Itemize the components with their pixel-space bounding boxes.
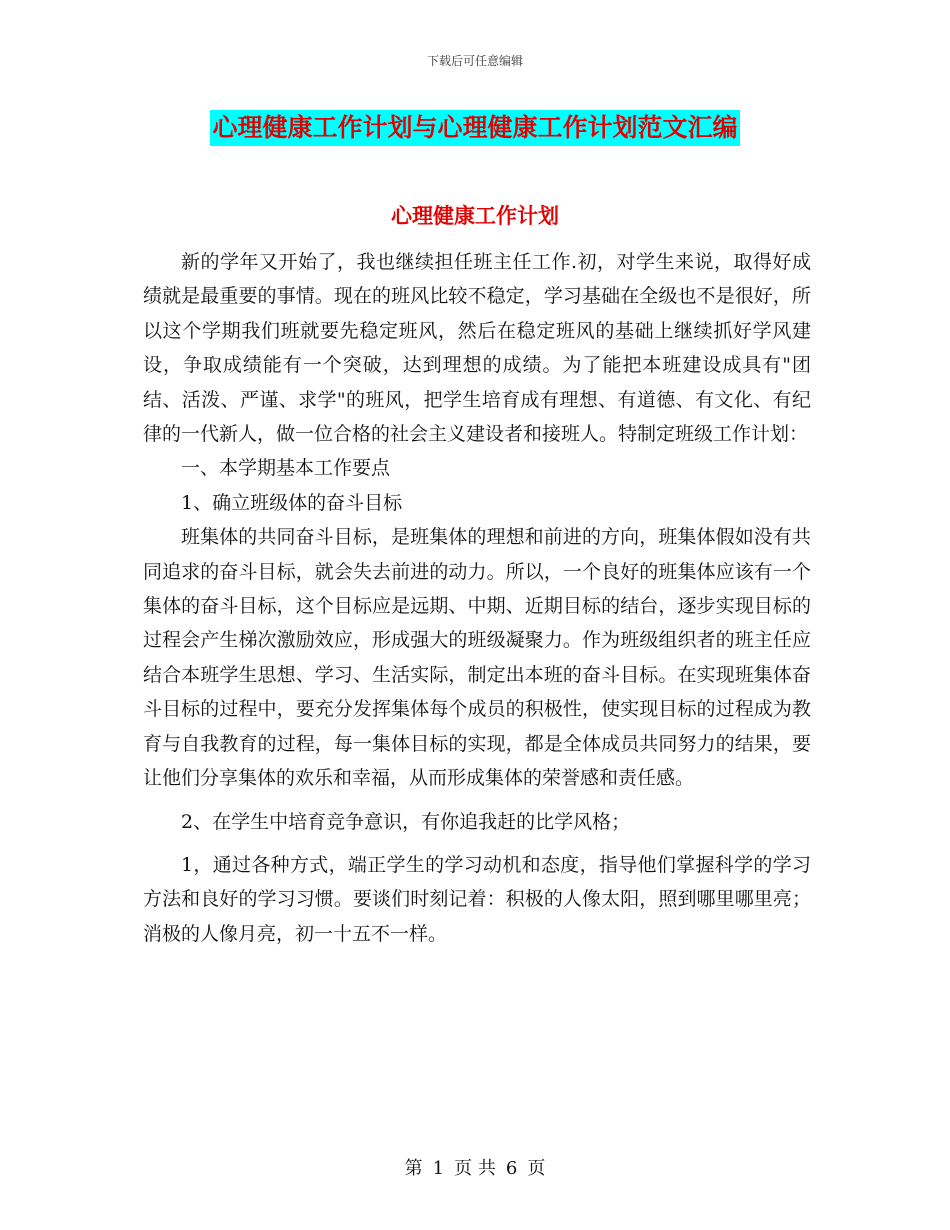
heading-goal: 1、确立班级体的奋斗目标 — [181, 491, 403, 514]
footer-total-pages: 6 — [505, 1158, 518, 1179]
section-title: 心理健康工作计划 — [391, 204, 559, 228]
paragraph-goal: 班集体的共同奋斗目标，是班集体的理想和前进的方向，班集体假如没有共同追求的奋斗目标，就会失去前进的动力。所以，一个良好的班集体应该有一个集体的奋斗目标，这个目标应是远期、中期、近期目标的结台，逐步实现目标的过程会产生梯次激励效应，形成强大的班级凝聚力。作为班级组织者的班主任应结合本班学生思想、学习、生活实际，制定出本班的奋斗目标。在实现班集体奋斗目标的过程中，要充分发挥集体每个成员的积极性，使实现目标的过程成为教育与自我教育的过程，每一集体目标的实现，都是全体成员共同努力的结果，要让他们分享集体的欢乐和幸福，从而形成集体的荣誉感和责任感。 — [143, 526, 811, 790]
footer-suffix: 页 — [527, 1158, 546, 1179]
page-footer — [0, 1154, 950, 1180]
heading-work-points: 一、本学期基本工作要点 — [181, 457, 391, 480]
footer-page-number: 1 — [432, 1158, 445, 1179]
paragraph-attitude: 1，通过各种方式，端正学生的学习动机和态度，指导他们掌握科学的学习方法和良好的学习习惯。要谈们时刻记着：积极的人像太阳，照到哪里哪里亮；消极的人像月亮，初一十五不一样。 — [143, 853, 811, 945]
main-title-container — [0, 110, 950, 146]
footer-prefix: 第 — [404, 1158, 423, 1179]
header-note: 下载后可任意编辑 — [426, 54, 523, 68]
paragraph-intro: 新的学年又开始了，我也继续担任班主任工作.初，对学生来说，取得好成绩就是最重要的事情。现在的班风比较不稳定，学习基础在全级也不是很好，所以这个学期我们班就要先稳定班风，然后在稳定班风的基础上继续抓好学风建设，争取成绩能有一个突破，达到理想的成绩。为了能把本班建设成具有"团结、活泼、严谨、求学"的班风，把学生培育成有理想、有道德、有文化、有纪律的一代新人，做一位合格的社会主义建设者和接班人。特制定班级工作计划： — [143, 251, 811, 446]
document-body — [143, 245, 811, 951]
main-title: 心理健康工作计划与心理健康工作计划范文汇编 — [210, 110, 739, 146]
heading-competition: 2、在学生中培育竞争意识，有你追我赶的比学风格； — [181, 810, 631, 833]
footer-middle: 页 共 — [454, 1158, 496, 1179]
